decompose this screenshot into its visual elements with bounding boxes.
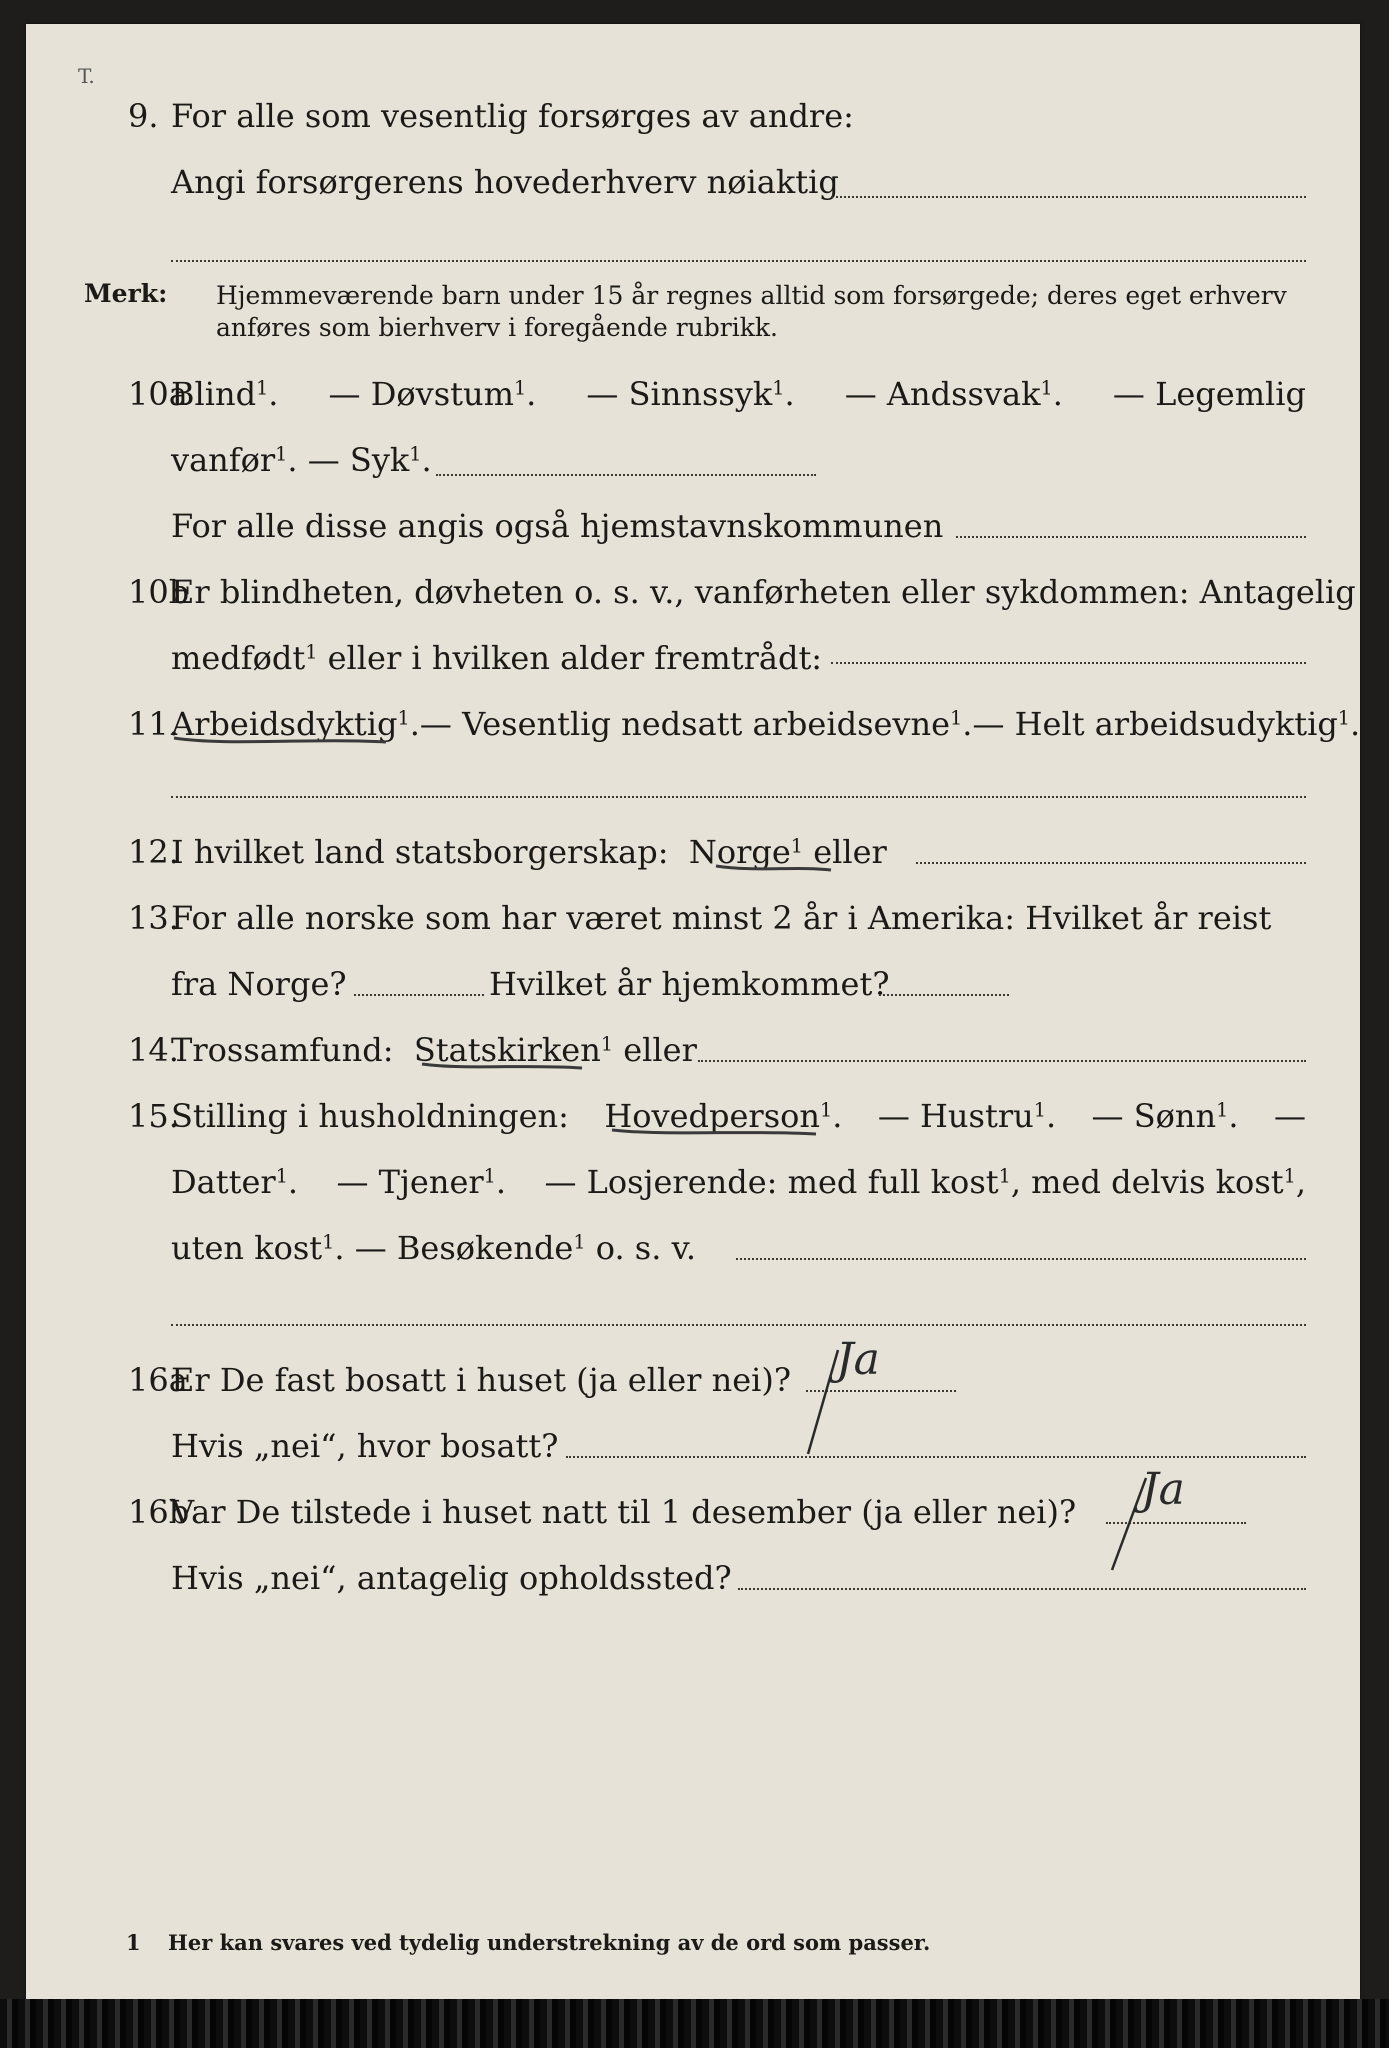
q16b-number: 16b bbox=[128, 1493, 190, 1531]
q11-opt-arbeidsdyktig[interactable]: Arbeidsdyktig$^1$. bbox=[171, 705, 420, 743]
underline-norge bbox=[716, 866, 831, 870]
merk-line1: Hjemmeværende barn under 15 år regnes alltid som forsørgede; deres eget erhverv bbox=[216, 281, 1287, 310]
q15-opt-uten-kost[interactable]: uten kost$^1$. bbox=[171, 1229, 345, 1267]
q15-opt-tjener[interactable]: — Tjener$^1$. bbox=[336, 1163, 507, 1201]
q15-opt-datter[interactable]: Datter$^1$. bbox=[171, 1163, 299, 1201]
q15-opt-full-kost[interactable]: — Losjerende: med full kost$^1$, med delvis kost$^1$, bbox=[544, 1163, 1306, 1201]
q16a-answer[interactable]: Ja bbox=[836, 1334, 880, 1385]
q10a-opt-legemlig[interactable]: — Legemlig bbox=[1112, 375, 1306, 413]
q12-number: 12. bbox=[128, 833, 179, 871]
q15-osv: o. s. v. bbox=[595, 1229, 697, 1267]
q12-opt-norge[interactable]: Norge$^1$ bbox=[688, 833, 804, 871]
q14-text: Trossamfund: bbox=[171, 1031, 394, 1069]
q16a-line2: Hvis „nei“, hvor bosatt? bbox=[171, 1427, 559, 1465]
q10a-opt-syk[interactable]: — Syk$^1$. bbox=[307, 441, 432, 479]
handwriting-overlay bbox=[26, 24, 1360, 1999]
q14-number: 14. bbox=[128, 1031, 179, 1069]
footnote-text: Her kan svares ved tydelig understrekning av de ord som passer. bbox=[168, 1930, 931, 1955]
q10a-number: 10a bbox=[128, 375, 188, 413]
q11-number: 11. bbox=[128, 705, 179, 743]
q16a-line1: Er De fast bosatt i huset (ja eller nei)? bbox=[171, 1361, 792, 1399]
underline-statskirken bbox=[422, 1064, 582, 1068]
scan-edge-strip bbox=[0, 1999, 1389, 2048]
q10b-number: 10b bbox=[128, 573, 190, 611]
q13-line2a: fra Norge? bbox=[171, 965, 347, 1003]
footnote-mark: 1 bbox=[126, 1930, 141, 1955]
q10a-opt-dovstum[interactable]: — Døvstum$^1$. bbox=[328, 375, 537, 413]
merk-line2: anføres som bierhverv i foregående rubrikk. bbox=[216, 313, 778, 342]
q10b-opt-medfodt[interactable]: medfødt$^1$ bbox=[171, 639, 318, 677]
answer-stroke-16a bbox=[808, 1350, 838, 1454]
q16b-answer[interactable]: Ja bbox=[1141, 1464, 1185, 1515]
q15-opt-hovedperson[interactable]: Hovedperson$^1$. bbox=[604, 1097, 843, 1135]
q10b-line1: Er blindheten, døvheten o. s. v., vanførheten eller sykdommen: Antagelig bbox=[171, 573, 1356, 611]
q10a-opt-blind[interactable]: Blind$^1$. bbox=[171, 375, 279, 413]
q15-number: 15. bbox=[128, 1097, 179, 1135]
corner-mark: T. bbox=[78, 64, 95, 88]
q16b-line1: Var De tilstede i huset natt til 1 desember (ja eller nei)? bbox=[171, 1493, 1077, 1531]
q12-text: I hvilket land statsborgerskap: bbox=[171, 833, 669, 871]
q9-number: 9. bbox=[128, 97, 159, 135]
q16a-number: 16a bbox=[128, 1361, 188, 1399]
q10b-line2: medfødt$^1$ eller i hvilken alder fremtrådt: bbox=[171, 639, 823, 677]
q14-opt-statskirken[interactable]: Statskirken$^1$ bbox=[413, 1031, 614, 1069]
q10a-opt-sinnssyk[interactable]: — Sinnssyk$^1$. bbox=[586, 375, 795, 413]
q9-line2: Angi forsørgerens hovederhverv nøiaktig bbox=[171, 163, 839, 201]
q11-opt-nedsatt[interactable]: — Vesentlig nedsatt arbeidsevne$^1$. bbox=[419, 705, 973, 743]
form-page bbox=[26, 24, 1360, 1999]
answer-stroke-16b bbox=[1112, 1478, 1146, 1570]
q10a-line3: For alle disse angis også hjemstavnskommunen bbox=[171, 507, 944, 545]
q15-opt-besokende[interactable]: — Besøkende$^1$ bbox=[354, 1229, 586, 1267]
q15-opt-hustru[interactable]: — Hustru$^1$. bbox=[877, 1097, 1057, 1135]
q12-tail: eller bbox=[813, 833, 887, 871]
q11-opt-udyktig[interactable]: — Helt arbeidsudyktig$^1$. bbox=[972, 705, 1361, 743]
q15-dash: — bbox=[1273, 1097, 1306, 1135]
q10a-opt-vanfor[interactable]: vanfør$^1$. bbox=[171, 441, 298, 479]
q13-number: 13. bbox=[128, 899, 179, 937]
q10a-opt-andssvak[interactable]: — Andssvak$^1$. bbox=[844, 375, 1063, 413]
q16b-line2: Hvis „nei“, antagelig opholdssted? bbox=[171, 1559, 732, 1597]
underline-hovedperson bbox=[612, 1130, 816, 1134]
underline-arbeidsdyktig bbox=[174, 738, 386, 742]
merk-label: Merk: bbox=[84, 279, 168, 308]
q13-line2b: Hvilket år hjemkommet? bbox=[489, 965, 890, 1003]
q13-line1: For alle norske som har været minst 2 år i Amerika: Hvilket år reist bbox=[171, 899, 1272, 937]
q14-tail: eller bbox=[623, 1031, 697, 1069]
q15-text: Stilling i husholdningen: bbox=[171, 1097, 569, 1135]
q15-opt-sonn[interactable]: — Sønn$^1$. bbox=[1091, 1097, 1239, 1135]
q9-line1: For alle som vesentlig forsørges av andre: bbox=[171, 97, 854, 135]
